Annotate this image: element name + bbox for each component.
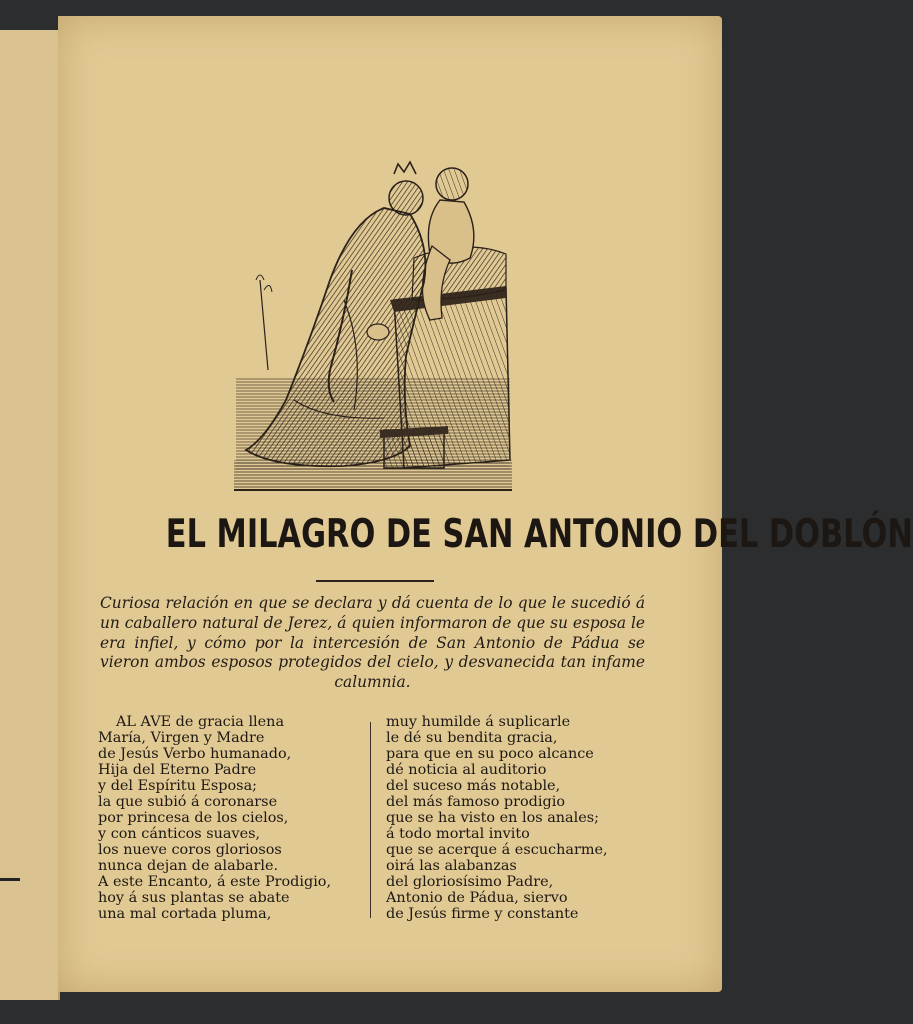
poem-line: los nueve coros gloriosos	[98, 842, 282, 858]
poem-line: la que subió á coronarse	[98, 794, 278, 810]
poem-line: que se acerque á escucharme,	[386, 842, 608, 858]
poem-line: hoy á sus plantas se abate	[98, 890, 290, 906]
poem-line: AL AVE de gracia llena	[116, 714, 285, 730]
poem-line: del gloriosísimo Padre,	[386, 874, 554, 890]
poem-line: de Jesús firme y constante	[386, 906, 579, 922]
left-page-edge	[0, 30, 60, 1000]
document-subtitle: Curiosa relación en que se declara y dá cuenta de lo que le sucedió á un caballero natural de Jerez, á quien informaron de que su esposa le era infiel, y cómo por la intercesión de San Antonio de Pádua se vieron ambos esposos protegidos del cielo, y desvanecida tan infame calumnia.	[100, 594, 645, 692]
saint-anthony-engraving	[234, 150, 512, 494]
left-page-mark	[0, 878, 20, 881]
poem-line: una mal cortada pluma,	[98, 906, 272, 922]
poem-right-column	[386, 714, 646, 922]
poem-line: de Jesús Verbo humanado,	[98, 746, 292, 762]
poem-line: A este Encanto, á este Prodigio,	[98, 874, 332, 890]
poem-line: oirá las alabanzas	[386, 858, 517, 874]
poem-line: que se ha visto en los anales;	[386, 810, 599, 826]
poem-line: nunca dejan de alabarle.	[98, 858, 279, 874]
document-page	[58, 16, 913, 992]
poem-line: Hija del Eterno Padre	[98, 762, 257, 778]
poem-line: y con cánticos suaves,	[98, 826, 261, 842]
poem-line: del suceso más notable,	[386, 778, 561, 794]
column-divider	[370, 722, 371, 918]
poem-line: muy humilde á suplicarle	[386, 714, 571, 730]
poem-left-column	[98, 714, 368, 922]
poem-line: y del Espíritu Esposa;	[98, 778, 257, 794]
title-rule	[316, 580, 434, 582]
poem-line: María, Virgen y Madre	[98, 730, 265, 746]
document-title: EL MILAGRO DE SAN ANTONIO DEL DOBLÓN	[165, 512, 913, 557]
poem-line: por princesa de los cielos,	[98, 810, 289, 826]
poem-line: del más famoso prodigio	[386, 794, 565, 810]
poem-line: le dé su bendita gracia,	[386, 730, 558, 746]
poem-line: Antonio de Pádua, siervo	[386, 890, 568, 906]
poem-line: dé noticia al auditorio	[386, 762, 547, 778]
poem-line: para que en su poco alcance	[386, 746, 594, 762]
poem-line: á todo mortal invito	[386, 826, 530, 842]
